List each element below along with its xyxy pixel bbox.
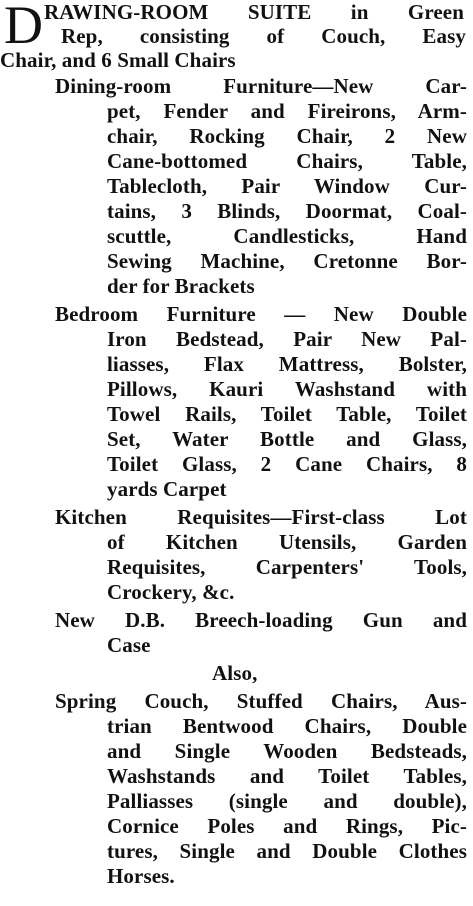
dining-line-6: tains, 3 Blinds, Doormat, Coal-	[107, 199, 467, 223]
kitchen-line-4: Crockery, &c.	[107, 580, 235, 604]
spring-line-7: tures, Single and Double Clothes	[107, 839, 467, 863]
spring-line-1: Spring Couch, Stuffed Chairs, Aus-	[55, 689, 467, 713]
spring-line-3: and Single Wooden Bedsteads,	[107, 739, 467, 763]
bedroom-line-4: Pillows, Kauri Washstand with	[107, 377, 467, 401]
intro-line-2: Rep, consisting of Couch, Easy	[61, 24, 466, 48]
bedroom-line-5: Towel Rails, Toilet Table, Toilet	[107, 402, 467, 426]
dining-line-1: Dining-room Furniture—New Car-	[55, 74, 467, 98]
bedroom-line-6: Set, Water Bottle and Glass,	[107, 427, 467, 451]
dining-line-4: Cane-bottomed Chairs, Table,	[107, 149, 467, 173]
bedroom-line-2: Iron Bedstead, Pair New Pal-	[107, 327, 467, 351]
dining-line-7: scuttle, Candlesticks, Hand	[107, 224, 467, 248]
gun-line-1: New D.B. Breech-loading Gun and	[55, 608, 467, 632]
dining-line-8: Sewing Machine, Cretonne Bor-	[107, 249, 467, 273]
kitchen-line-3: Requisites, Carpenters' Tools,	[107, 555, 467, 579]
dining-line-2: pet, Fender and Fireirons, Arm-	[107, 99, 467, 123]
dining-line-5: Tablecloth, Pair Window Cur-	[107, 174, 467, 198]
gun-line-2: Case	[107, 633, 151, 657]
dining-line-3: chair, Rocking Chair, 2 New	[107, 124, 467, 148]
drop-cap: D	[4, 0, 43, 55]
kitchen-line-2: of Kitchen Utensils, Garden	[107, 530, 467, 554]
also-heading: Also,	[212, 661, 258, 685]
bedroom-line-8: yards Carpet	[107, 477, 227, 501]
intro-line-3: Chair, and 6 Small Chairs	[0, 48, 236, 72]
intro-line-1: RAWING-ROOM SUITE in Green	[44, 0, 464, 24]
bedroom-line-1: Bedroom Furniture — New Double	[55, 302, 467, 326]
spring-line-2: trian Bentwood Chairs, Double	[107, 714, 467, 738]
spring-line-4: Washstands and Toilet Tables,	[107, 764, 467, 788]
spring-line-8: Horses.	[107, 864, 175, 888]
dining-line-9: der for Brackets	[107, 274, 255, 298]
spring-line-6: Cornice Poles and Rings, Pic-	[107, 814, 467, 838]
kitchen-line-1: Kitchen Requisites—First-class Lot	[55, 505, 467, 529]
spring-line-5: Palliasses (single and double),	[107, 789, 467, 813]
bedroom-line-3: liasses, Flax Mattress, Bolster,	[107, 352, 467, 376]
bedroom-line-7: Toilet Glass, 2 Cane Chairs, 8	[107, 452, 467, 476]
